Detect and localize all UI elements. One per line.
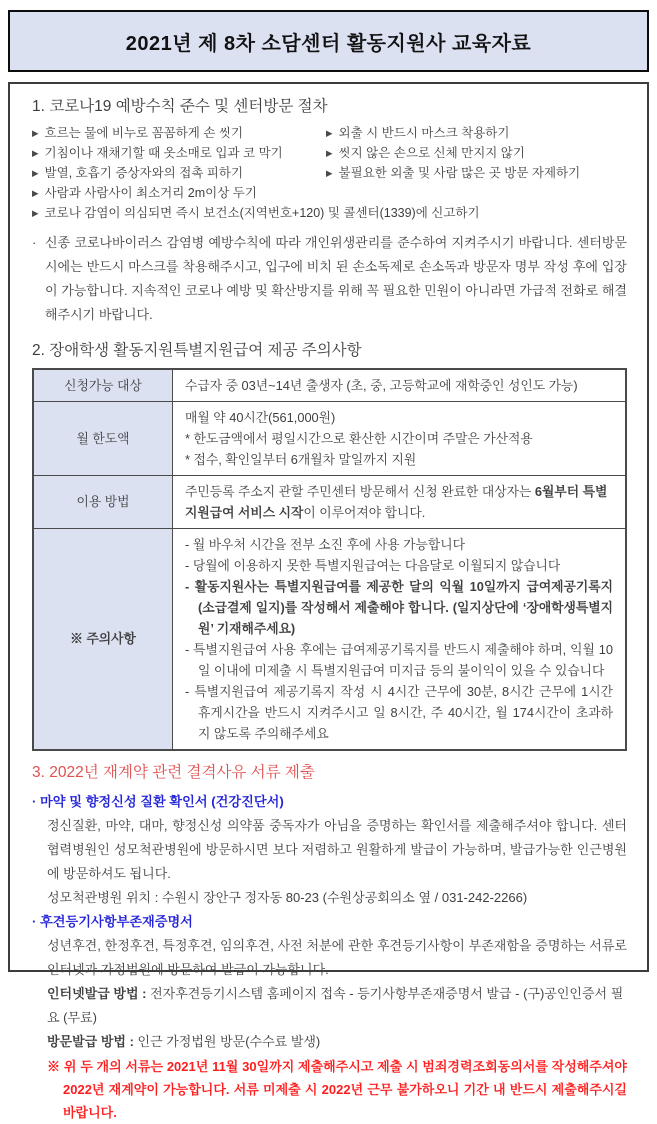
list-item-text: 기침이나 재채기할 때 옷소매로 입과 코 막기 xyxy=(44,146,283,160)
list-item-text: 사람과 사람사이 최소거리 2m이상 두기 xyxy=(44,186,257,200)
hospital-location-line: 성모척관병원 위치 : 수원시 장안구 정자동 80-23 (수원상공회의소 옆 / 031-242-2266) xyxy=(47,890,528,905)
list-item xyxy=(32,184,627,204)
table-cell-line: 수급자 중 03년~14년 출생자 (초, 중, 고등학교에 재학중인 성인도 가능) xyxy=(185,378,578,393)
list-item xyxy=(32,164,326,184)
section1-heading: 1. 코로나19 예방수칙 준수 및 센터방문 절차 xyxy=(32,98,328,115)
table-cell xyxy=(173,529,625,749)
deadline-warning-note: ※ 위 두 개의 서류는 2021년 11월 30일까지 제출해주시고 제출 시 범죄경력조회동의서를 작성해주셔야 2022년 재계약이 가능합니다. 서류 미제출 시 2022년 근무 불가하오니 기간 내 반드시 제출해주시길 바랍니다. xyxy=(47,1059,627,1120)
online-issue-method-label: 인터넷발급 방법 : xyxy=(47,986,151,1001)
required-doc1-title: · 마약 및 향정신성 질환 확인서 (건강진단서) xyxy=(32,794,284,809)
caution-item: - 특별지원급여 사용 후에는 급여제공기록지를 반드시 제출해야 하며, 익월 10일 이내에 미제출 시 특별지원급여 미지급 등의 불이익이 있을 수 있습니다 xyxy=(185,642,613,678)
table-row-label: 이용 방법 xyxy=(34,476,173,528)
bullet-row xyxy=(32,144,627,164)
table-row-label: ※ 주의사항 xyxy=(34,529,173,749)
table-row xyxy=(34,401,625,475)
table-row-label: 신청가능 대상 xyxy=(34,370,173,401)
document-body xyxy=(8,82,649,1120)
triangle-bullet-icon: ▶ xyxy=(32,127,39,138)
table-cell-line: * 접수, 확인일부터 6개월차 말일까지 지원 xyxy=(185,452,417,467)
covid-notice-paragraph xyxy=(32,231,627,327)
triangle-bullet-icon: ▶ xyxy=(32,167,39,178)
dot-bullet-icon: · xyxy=(32,235,37,250)
visit-issue-method-label: 방문발급 방법 : xyxy=(47,1034,138,1049)
online-issue-method-text: 전자후견등기시스템 홈페이지 접속 - 등기사항부존재증명서 발급 - (구)공인인증서 필요 (무료) xyxy=(47,986,624,1025)
triangle-bullet-icon: ▶ xyxy=(326,147,333,158)
table-row xyxy=(34,370,625,401)
caution-item: - 당월에 이용하지 못한 특별지원급여는 다음달로 이월되지 않습니다 xyxy=(185,558,561,573)
list-item-text: 외출 시 반드시 마스크 착용하기 xyxy=(338,126,510,140)
required-doc1-body: 정신질환, 마약, 대마, 향정신성 의약품 중독자가 아님을 증명하는 확인서를 제출해주셔야 합니다. 센터 협력병원인 성모척관병원에 방문하시면 보다 저렴하고 원활하게 발급이 가능하며, 발급가능한 인근병원에 방문하셔도 됩니다. xyxy=(47,818,627,881)
covid-rules-list xyxy=(32,124,627,224)
section2-heading: 2. 장애학생 활동지원특별지원급여 제공 주의사항 xyxy=(32,342,362,359)
table-row xyxy=(34,475,625,528)
list-item-text: 불필요한 외출 및 사람 많은 곳 방문 자제하기 xyxy=(338,166,581,180)
list-item xyxy=(32,144,326,164)
triangle-bullet-icon: ▶ xyxy=(32,207,39,218)
visit-issue-method-line xyxy=(47,1030,627,1054)
table-cell-line: 매월 약 40시간(561,000원) xyxy=(185,410,336,425)
caution-item: - 월 바우처 시간을 전부 소진 후에 사용 가능합니다 xyxy=(185,537,465,552)
list-item-text: 씻지 않은 손으로 신체 만지지 않기 xyxy=(338,146,525,160)
caution-item: - 활동지원사는 특별지원급여를 제공한 달의 익월 10일까지 급여제공기록지(소급결제 일지)를 작성해서 제출해야 합니다. (일지상단에 ‘장애학생특별지원’ 기재해주세요) xyxy=(185,579,613,636)
triangle-bullet-icon: ▶ xyxy=(32,187,39,198)
document-title: 2021년 제 8차 소담센터 활동지원사 교육자료 xyxy=(125,32,532,55)
list-item-text: 코로나 감염이 의심되면 즉시 보건소(지역번호+120) 및 콜센터(1339)에 신고하기 xyxy=(44,206,480,220)
table-cell xyxy=(173,370,625,401)
list-item xyxy=(326,164,627,184)
section3-heading: 3. 2022년 재계약 관련 결격사유 서류 제출 xyxy=(32,764,315,781)
caution-item: - 특별지원급여 제공기록지 작성 시 4시간 근무에 30분, 8시간 근무에 1시간 휴게시간을 반드시 지켜주시고 일 8시간, 주 40시간, 월 174시간이 초과하지 않도록 주의해주세요 xyxy=(185,684,613,741)
special-benefit-table xyxy=(32,368,627,751)
table-cell xyxy=(173,476,625,528)
list-item xyxy=(32,204,627,224)
list-item-text: 발열, 호흡기 증상자와의 접촉 피하기 xyxy=(44,166,244,180)
document-title-box xyxy=(8,10,649,72)
table-row xyxy=(34,528,625,749)
required-doc2-title: · 후견등기사항부존재증명서 xyxy=(32,914,193,929)
bullet-row xyxy=(32,164,627,184)
online-issue-method-line xyxy=(47,982,627,1030)
triangle-bullet-icon: ▶ xyxy=(326,167,333,178)
required-doc2-body: 성년후견, 한정후견, 특정후견, 임의후견, 사전 처분에 관한 후견등기사항이 부존재함을 증명하는 서류로 인터넷과 가정법원에 방문하여 발급이 가능합니다. xyxy=(47,938,627,977)
visit-issue-method-text: 인근 가정법원 방문(수수료 발생) xyxy=(137,1034,321,1049)
bullet-row xyxy=(32,124,627,144)
list-item xyxy=(326,124,627,144)
triangle-bullet-icon: ▶ xyxy=(326,127,333,138)
table-row-label: 월 한도액 xyxy=(34,402,173,475)
table-cell-line: * 한도금액에서 평일시간으로 환산한 시간이며 주말은 가산적용 xyxy=(185,431,533,446)
triangle-bullet-icon: ▶ xyxy=(32,147,39,158)
list-item xyxy=(32,124,326,144)
list-item-text: 흐르는 물에 비누로 꼼꼼하게 손 씻기 xyxy=(44,126,244,140)
list-item xyxy=(326,144,627,164)
table-cell-line: 주민등록 주소지 관할 주민센터 방문해서 신청 완료한 대상자는 6월부터 특별지원급여 서비스 시작이 이루어져야 합니다. xyxy=(185,484,608,520)
table-cell xyxy=(173,402,625,475)
paragraph-text: 신종 코로나바이러스 감염병 예방수칙에 따라 개인위생관리를 준수하여 지켜주시기 바랍니다. 센터방문 시에는 반드시 마스크를 착용해주시고, 입구에 비치 된 손소독제로 손소독과 방문자 명부 작성 후에 입장이 가능합니다. 지속적인 코로나 예방 및 확산방지를 위해 꼭 필요한 민원이 아니라면 가급적 전화로 해결해주시기 바랍니다. xyxy=(45,235,627,322)
